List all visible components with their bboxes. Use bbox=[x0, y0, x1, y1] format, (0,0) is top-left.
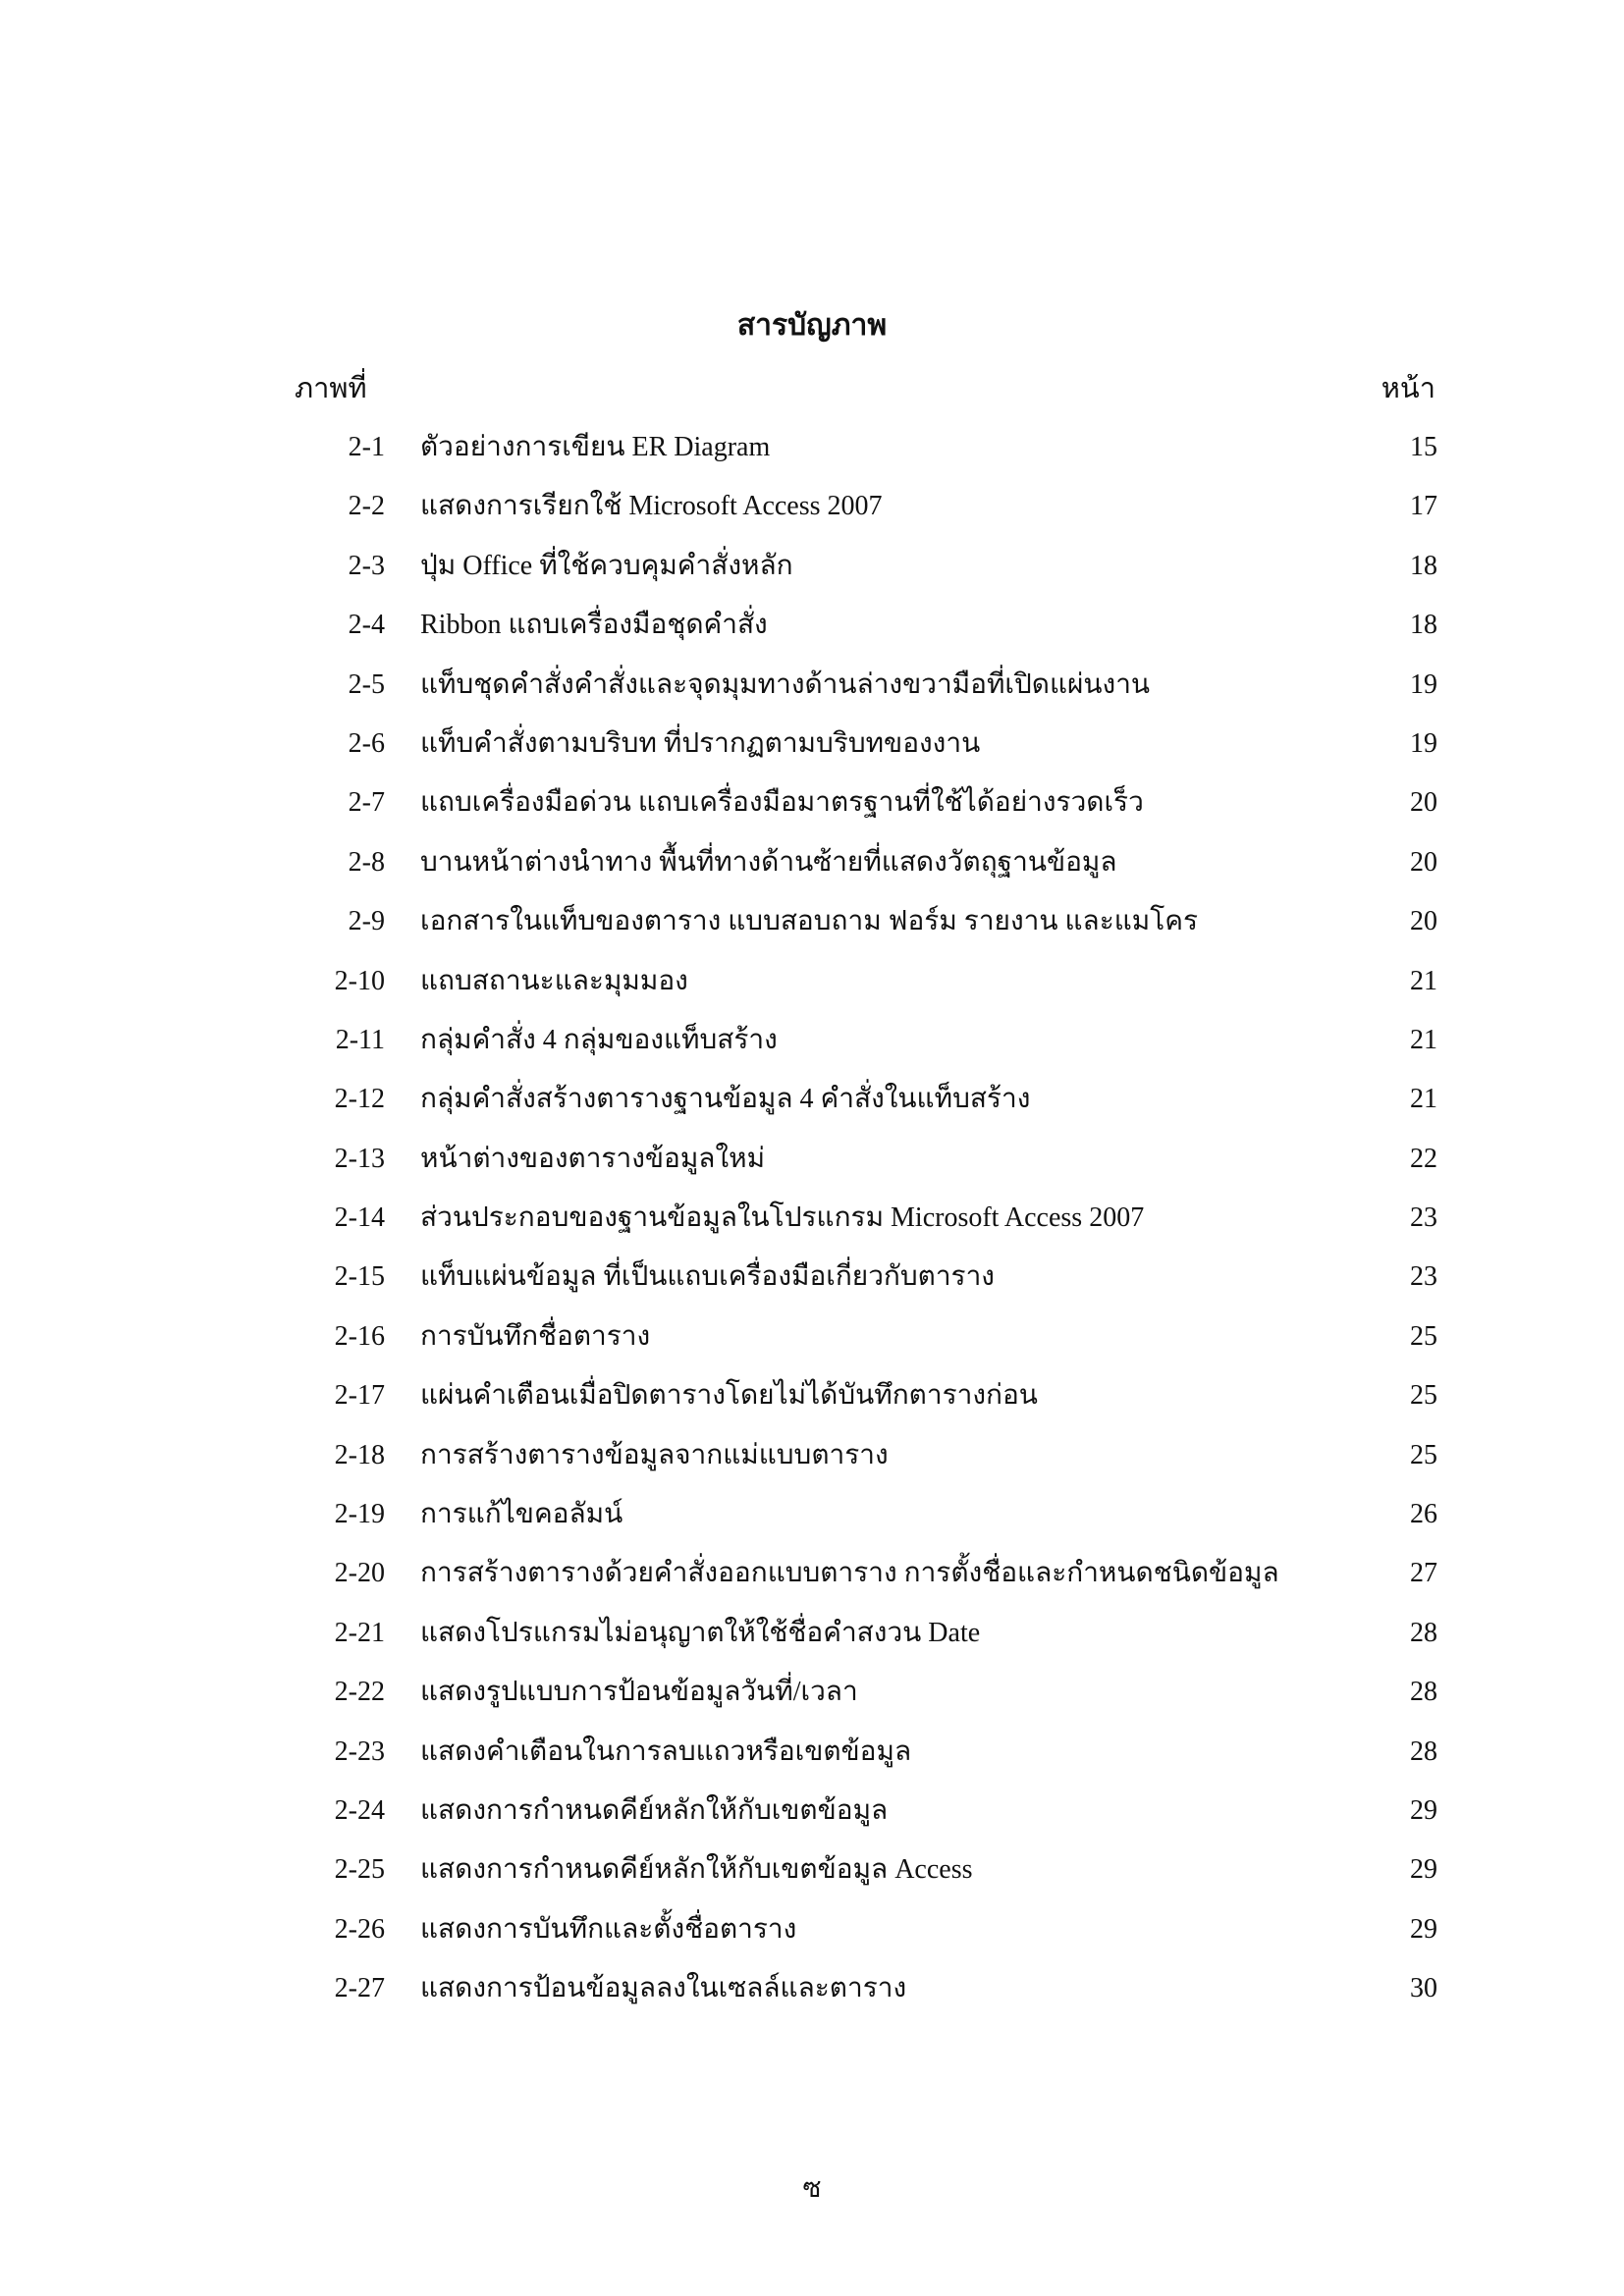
figure-number: 2-25 bbox=[334, 1854, 385, 1886]
figure-entry bbox=[0, 1673, 1624, 1732]
figure-entry bbox=[0, 843, 1624, 902]
figure-page-number: 25 bbox=[1410, 1320, 1437, 1352]
figure-caption: กลุ่มคำสั่ง 4 กลุ่มของแท็บสร้าง bbox=[420, 1024, 778, 1055]
figure-entry bbox=[0, 1021, 1624, 1080]
figure-page-number: 15 bbox=[1410, 432, 1437, 462]
figure-caption: ส่วนประกอบของฐานข้อมูลในโปรแกรม Microsoft Access 2007 bbox=[420, 1202, 1145, 1234]
page-title: สารบัญภาพ bbox=[736, 309, 888, 342]
figure-caption: แถบเครื่องมือด่วน แถบเครื่องมือมาตรฐานที่ใช้ได้อย่างรวดเร็ว bbox=[420, 787, 1144, 819]
figure-number: 2-23 bbox=[334, 1735, 385, 1767]
figure-entry bbox=[0, 1969, 1624, 2028]
figure-caption: แสดงคำเตือนในการลบแถวหรือเขตข้อมูล bbox=[420, 1735, 912, 1767]
figure-page-number: 17 bbox=[1410, 491, 1437, 522]
figure-entry bbox=[0, 1554, 1624, 1613]
figure-caption: การแก้ไขคอลัมน์ bbox=[420, 1499, 623, 1530]
figure-page-number: 20 bbox=[1410, 787, 1437, 819]
figure-number: 2-1 bbox=[348, 432, 385, 462]
figure-caption: แท็บคำสั่งตามบริบท ที่ปรากฏตามบริบทของงาน bbox=[420, 727, 981, 759]
figure-entry bbox=[0, 1140, 1624, 1199]
figure-entry bbox=[0, 1733, 1624, 1791]
figure-entry bbox=[0, 902, 1624, 961]
figure-caption: Ribbon แถบเครื่องมือชุดคำสั่ง bbox=[420, 610, 768, 641]
figure-caption: แท็บแผ่นข้อมูล ที่เป็นแถบเครื่องมือเกี่ยวกับตาราง bbox=[420, 1261, 995, 1293]
figure-list bbox=[0, 428, 1624, 2029]
figure-caption: การสร้างตารางข้อมูลจากแม่แบบตาราง bbox=[420, 1439, 889, 1470]
figure-page-number: 25 bbox=[1410, 1380, 1437, 1412]
figure-page-number: 28 bbox=[1410, 1677, 1437, 1708]
figure-number: 2-27 bbox=[334, 1973, 385, 2004]
figure-entry bbox=[0, 724, 1624, 783]
figure-entry bbox=[0, 1910, 1624, 1969]
figure-page-number: 19 bbox=[1410, 668, 1437, 700]
figure-number: 2-17 bbox=[334, 1380, 385, 1412]
figure-caption: ปุ่ม Office ที่ใช้ควบคุมคำสั่งหลัก bbox=[420, 550, 793, 581]
figure-entry bbox=[0, 666, 1624, 724]
figure-page-number: 29 bbox=[1410, 1794, 1437, 1826]
figure-caption: การสร้างตารางด้วยคำสั่งออกแบบตาราง การตั้งชื่อและกำหนดชนิดข้อมูล bbox=[420, 1558, 1279, 1589]
figure-page-number: 21 bbox=[1410, 1024, 1437, 1055]
figure-entry bbox=[0, 1436, 1624, 1495]
figure-caption: หน้าต่างของตารางข้อมูลใหม่ bbox=[420, 1143, 766, 1174]
figure-number: 2-13 bbox=[334, 1143, 385, 1174]
figure-page-number: 20 bbox=[1410, 846, 1437, 878]
page-number-header: หน้า bbox=[1380, 373, 1435, 404]
figure-caption: แสดงการบันทึกและตั้งชื่อตาราง bbox=[420, 1913, 797, 1945]
figure-number: 2-26 bbox=[334, 1913, 385, 1945]
figure-number: 2-24 bbox=[334, 1794, 385, 1826]
figure-caption: แท็บชุดคำสั่งคำสั่งและจุดมุมทางด้านล่างขวามือที่เปิดแผ่นงาน bbox=[420, 668, 1151, 700]
figure-caption: แสดงรูปแบบการป้อนข้อมูลวันที่/เวลา bbox=[420, 1677, 858, 1708]
figure-caption: แถบสถานะและมุมมอง bbox=[420, 965, 688, 996]
figure-caption: แผ่นคำเตือนเมื่อปิดตารางโดยไม่ได้บันทึกตารางก่อน bbox=[420, 1380, 1038, 1412]
figure-caption: แสดงการเรียกใช้ Microsoft Access 2007 bbox=[420, 491, 883, 522]
figure-caption: แสดงการกำหนดคีย์หลักให้กับเขตข้อมูล bbox=[420, 1794, 889, 1826]
figure-number-header: ภาพที่ bbox=[295, 373, 367, 404]
figure-entry bbox=[0, 1080, 1624, 1139]
page-footer-number: ซ bbox=[802, 2173, 822, 2204]
figure-page-number: 27 bbox=[1410, 1558, 1437, 1589]
figure-entry bbox=[0, 1850, 1624, 1909]
figure-entry bbox=[0, 1495, 1624, 1554]
figure-entry bbox=[0, 547, 1624, 606]
figure-caption: แสดงการกำหนดคีย์หลักให้กับเขตข้อมูล Access bbox=[420, 1854, 973, 1886]
figure-page-number: 26 bbox=[1410, 1499, 1437, 1530]
figure-number: 2-12 bbox=[334, 1084, 385, 1115]
figure-page-number: 19 bbox=[1410, 727, 1437, 759]
figure-page-number: 28 bbox=[1410, 1617, 1437, 1648]
figure-number: 2-18 bbox=[334, 1439, 385, 1470]
figure-number: 2-9 bbox=[348, 906, 385, 937]
figure-entry bbox=[0, 1791, 1624, 1850]
figure-entry bbox=[0, 1614, 1624, 1673]
figure-entry bbox=[0, 783, 1624, 842]
figure-number: 2-4 bbox=[348, 610, 385, 641]
figure-number: 2-16 bbox=[334, 1320, 385, 1352]
figure-entry bbox=[0, 606, 1624, 665]
figure-caption: เอกสารในแท็บของตาราง แบบสอบถาม ฟอร์ม รายงาน และแมโคร bbox=[420, 906, 1199, 937]
figure-entry bbox=[0, 1199, 1624, 1257]
figure-number: 2-22 bbox=[334, 1677, 385, 1708]
figure-entry bbox=[0, 1257, 1624, 1316]
figure-page-number: 21 bbox=[1410, 965, 1437, 996]
figure-number: 2-14 bbox=[334, 1202, 385, 1234]
figure-caption: กลุ่มคำสั่งสร้างตารางฐานข้อมูล 4 คำสั่งในแท็บสร้าง bbox=[420, 1084, 1031, 1115]
figure-entry bbox=[0, 1317, 1624, 1376]
figure-number: 2-20 bbox=[334, 1558, 385, 1589]
figure-number: 2-2 bbox=[348, 491, 385, 522]
figure-caption: แสดงการป้อนข้อมูลลงในเซลล์และตาราง bbox=[420, 1973, 907, 2004]
figure-page-number: 30 bbox=[1410, 1973, 1437, 2004]
figure-number: 2-21 bbox=[334, 1617, 385, 1648]
figure-number: 2-19 bbox=[334, 1499, 385, 1530]
figure-number: 2-10 bbox=[334, 965, 385, 996]
figure-number: 2-6 bbox=[348, 727, 385, 759]
figure-caption: การบันทึกชื่อตาราง bbox=[420, 1320, 651, 1352]
figure-number: 2-15 bbox=[334, 1261, 385, 1293]
figure-page-number: 23 bbox=[1410, 1261, 1437, 1293]
figure-entry bbox=[0, 962, 1624, 1021]
figure-caption: บานหน้าต่างนำทาง พื้นที่ทางด้านซ้ายที่แสดงวัตถุฐานข้อมูล bbox=[420, 846, 1117, 878]
figure-number: 2-3 bbox=[348, 550, 385, 581]
figure-page-number: 29 bbox=[1410, 1854, 1437, 1886]
figure-page-number: 25 bbox=[1410, 1439, 1437, 1470]
figure-page-number: 22 bbox=[1410, 1143, 1437, 1174]
figure-page-number: 20 bbox=[1410, 906, 1437, 937]
figure-page-number: 29 bbox=[1410, 1913, 1437, 1945]
figure-caption: ตัวอย่างการเขียน ER Diagram bbox=[420, 432, 771, 462]
figure-entry bbox=[0, 428, 1624, 487]
figure-page-number: 23 bbox=[1410, 1202, 1437, 1234]
figure-number: 2-11 bbox=[335, 1024, 385, 1055]
figure-page-number: 18 bbox=[1410, 610, 1437, 641]
figure-page-number: 21 bbox=[1410, 1084, 1437, 1115]
figure-number: 2-5 bbox=[348, 668, 385, 700]
figure-page-number: 28 bbox=[1410, 1735, 1437, 1767]
figure-number: 2-7 bbox=[348, 787, 385, 819]
figure-entry bbox=[0, 1376, 1624, 1435]
figure-caption: แสดงโปรแกรมไม่อนุญาตให้ใช้ชื่อคำสงวน Date bbox=[420, 1617, 981, 1648]
figure-page-number: 18 bbox=[1410, 550, 1437, 581]
figure-number: 2-8 bbox=[348, 846, 385, 878]
figure-entry bbox=[0, 487, 1624, 546]
